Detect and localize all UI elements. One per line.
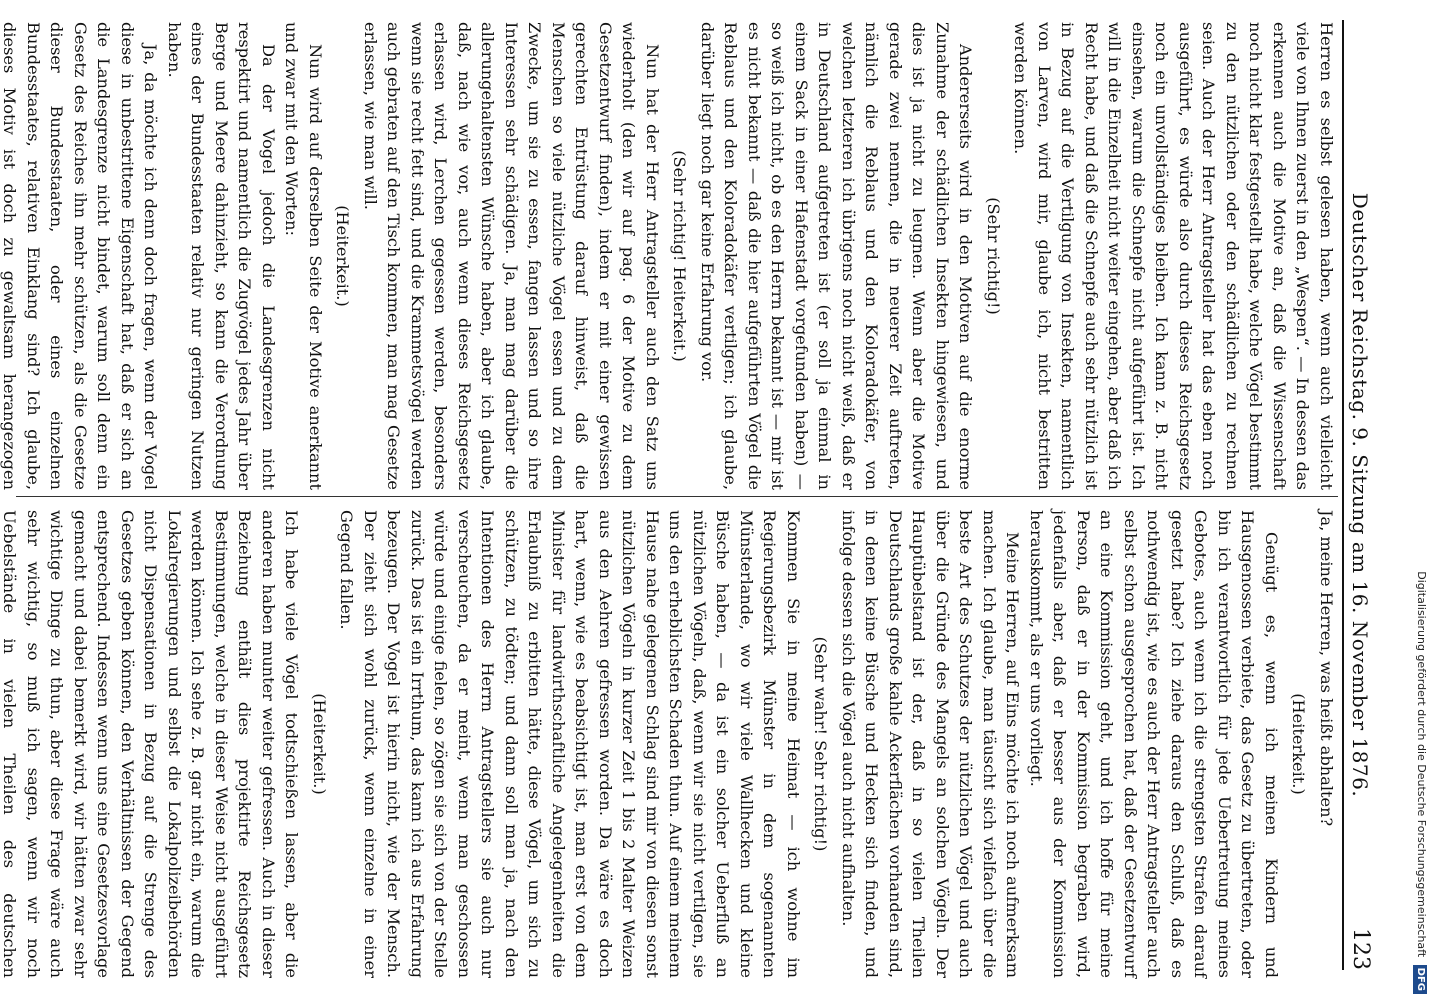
- paragraph: Nun wird auf derselben Seite der Motive anerkannt und zwar mit den Worten:: [282, 22, 325, 490]
- paragraph: Ich habe viele Vögel todtschießen lassen, aber die anderen haben munter weiter gefressen. Auch in dieser Beziehung enthält dies projektirte Reichsgesetz Bestimmungen, welche in dieser Weise nicht ausgeführt werden können. Ich sehe z. B. gar nicht ein, warum die Lokalregierungen und selbst die Lokalpolizeibehörden nicht Dispensationen in Bezug auf die Strenge des Gesetzes geben können, den Verhältnissen der Gegend entsprechend. Indessen wenn uns eine Gesetzesvorlage gemacht und dabei bemerkt wird, wir hätten zwar sehr wichtige Dinge zu thun, aber diese Frage wäre auch sehr wichtig, so muß ich sagen, wenn wir noch Uebelstände in vielen Theilen des deutschen: [0, 510, 302, 978]
- interjection-remark: (Heiterkeit.): [310, 693, 329, 795]
- interjection-remark: (Sehr richtig! Heiterkeit.): [670, 150, 690, 362]
- page-header: [1342, 20, 1388, 970]
- page-title: Deutscher Reichstag. 9. Sitzung am 16. November 1876.: [1348, 192, 1372, 798]
- paragraph: Herren es selbst gelesen haben, wenn auch vielleicht viele von Ihnen zuerst in den „Wespen“. — In dessen das erkennen auch die Motive an, daß die Wissenschaft noch nicht klar festgestellt habe, welche Vögel bestimmt zu den nützlichen oder den schädlichen zu rechnen seien. Auch der Herr Antragsteller hat das eben noch ausgeführt, es würde also durch dieses Reichsgesetz noch ein unvollständiges bleiben. Ich kann z. B. nicht einsehen, warum die Schnepfe nicht aufgeführt ist. Ich will in die Einzelheit nicht weiter eingehen, aber daß ich Recht habe, und daß die Schnepfe auch sehr nützlich ist in Bezug auf die Vertilgung von Insekten, namentlich von Larven, wird mir, glaube ich, nicht bestritten werden können.: [1011, 22, 1336, 490]
- dfg-logo: DFG: [1413, 965, 1427, 994]
- side-credit-text: [1410, 0, 1432, 1000]
- left-column: [0, 22, 1338, 490]
- interjection-remark: (Sehr wahr! Sehr richtig!): [811, 636, 831, 852]
- paragraph: Meine Herren, auf Eins möchte ich noch aufmerksam machen. Ich glaube, man täuscht sich vielfach über die beste Art des Schutzes der nützlichen Vögel und auch über die Gründe des Mangels an solchen Vögeln. Der Hauptübelstand ist der, daß in so vielen Theilen Deutschlands große kahle Ackerflächen vorhanden sind, in denen keine Büsche und Hecken sich finden, und infolge dessen sich die Vögel auch nicht aufhalten.: [839, 510, 1023, 978]
- paragraph: Ja, da möchte ich denn doch fragen, wenn der Vogel diese in unbestrittene Eigenschaft hat, daß er sich an die Landesgrenze nicht bindet, warum soll denn ein Gesetz des Reiches ihn mehr schützen, als die Gesetze dieser Bundesstaaten, oder eines einzelnen Bundesstaates, relativen Einklang sind? Ich glaube, dieses Motiv ist doch zu gewaltsam herangezogen: [0, 22, 161, 490]
- paragraph: Nun hat der Herr Antragsteller auch den Satz uns wiederholt (den wir auf pag. 6 der Motive zu dem Gesetzentwurf finden), indem er mit einer gewissen gerechten Entrüstung darauf hinweist, daß die Menschen so viele nützliche Vögel essen und zu dem Zwecke, um sie zu essen, fangen lassen und so ihre Interessen sehr schädigen. Ja, man mag darüber die allerungehaltensten Wünsche haben, aber ich glaube, daß, nach wie vor, auch wenn dieses Reichsgesetz erlassen wird, Lerchen gegessen werden, besonders wenn sie recht fett sind, und die Krammetsvögel werden auch gebraten auf den Tisch kommen, man mag Gesetze erlassen, wie man will.: [361, 22, 662, 490]
- column-divider: [16, 496, 1338, 497]
- page-number: 123: [1348, 928, 1373, 970]
- paragraph: Kommen Sie in meine Heimat — ich wohne im Regierungsbezirk Münster in dem sogenannten Münsterlande, wo wir viele Wallhecken und kleine Büsche haben, — da ist ein solcher Ueberfluß an nützlichen Vögeln, daß, wenn wir sie nicht vertilgen, sie uns den erheblichsten Schaden thun. Auf einem meinem Hause nahe gelegenen Schlag sind mir von diesen sonst nützlichen Vögeln in kurzer Zeit 1 bis 2 Malter Weizen aus den Aehren gefressen worden. Da wäre es doch hart, wenn, wie es beabsichtigt ist, man erst von dem Minister für landwirthschaftliche Angelegenheiten die Erlaubniß zu erbitten hätte, diese Vögel, um sich zu schützen, zu tödten; und dann soll man ja, nach den Intentionen des Herrn Antragstellers sie auch nur verscheuchen, da er meint, wenn man geschossen würde und einige fielen, so zögen sie sich von der Stelle zurück. Das ist ein Irrthum, das kann ich aus Erfahrung bezeugen. Der Vogel ist hierin nicht, wie der Mensch. Der zieht sich wohl zurück, wenn einzelne in einer Gegend fallen.: [337, 510, 803, 978]
- paragraph: Andererseits wird in den Motiven auf die enorme Zunahme der schädlichen Insekten hingewiesen, und dies ist ja nicht zu leugnen. Wenn aber die Motive gerade zwei nennen, die in neuerer Zeit auftreten, nämlich die Reblaus und den Koloradokäfer, von welchen letzteren ich übrigens noch nicht weiß, daß er in Deutschland aufgetreten ist (er soll ja einmal in einem Sack in einer Hafenstadt vorgefunden haben) — so weiß ich nicht, ob es den Herrn bekannt ist — mir ist es nicht bekannt — daß die hier aufgeführten Vögel die Reblaus und den Koloradokäfer vertilgen; ich glaube, darüber liegt noch gar keine Erfahrung vor.: [698, 22, 976, 490]
- credit-label: Digitalisierung gefördert durch die Deutsche Forschungsgemeinschaft: [1415, 571, 1428, 958]
- interjection-remark: (Heiterkeit.): [333, 205, 353, 307]
- interjection-remark: (Sehr richtig!): [984, 197, 1003, 315]
- paragraph: Da der Vogel jedoch die Landesgrenzen nicht respektirt und namentlich die Zugvögel jedes Jahr über Berge und Meere dahinzieht, so kann die Verordnung eines der Bundesstaaten relativ nur geringen Nutzen haben.: [165, 22, 278, 490]
- paragraph: Genügt es, wenn ich meinen Kindern und Hausgenossen verbiete, das Gesetz zu übertreten, oder bin ich verantwortlich für jede Uebertretung meines Gebotes, auch wenn ich die strengsten Strafen darauf gesetzt habe? Ich ziehe daraus den Schluß, daß es nothwendig ist, wie es auch der Herr Antragsteller auch selbst schon ausgesprochen hat, daß der Gesetzentwurf an eine Kommission geht, und ich hoffe für meine Person, daß er in der Kommission begraben wird, jedenfalls aber, daß er besser aus der Kommission herauskommt, als er uns vorliegt.: [1027, 510, 1281, 978]
- right-column: [0, 510, 1338, 978]
- paragraph: Ja, meine Herren, was heißt abhalten?: [1317, 510, 1336, 827]
- side-credit: [1410, 0, 1432, 1000]
- interjection-remark: (Heiterkeit.): [1289, 693, 1309, 795]
